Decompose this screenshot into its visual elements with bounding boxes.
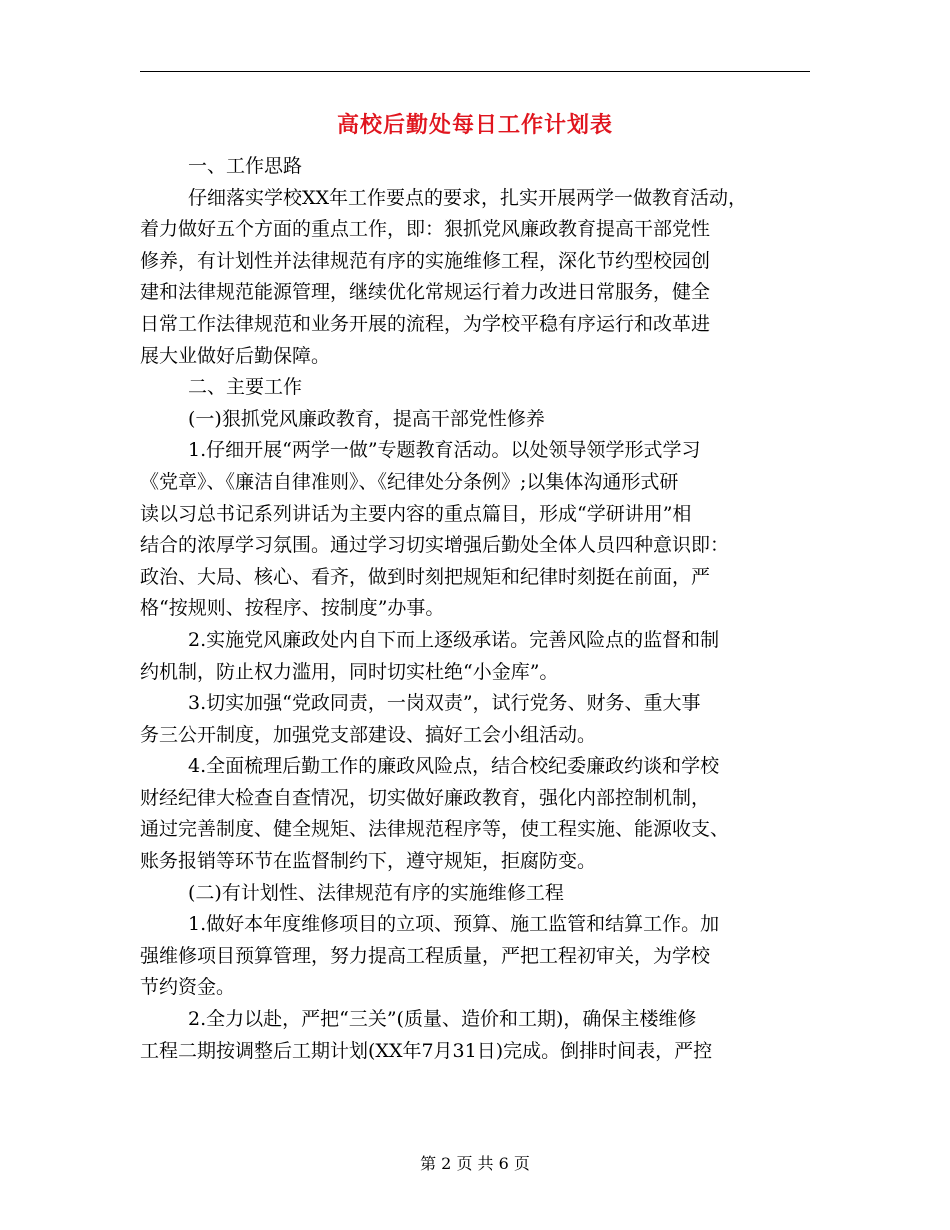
text-line: 《党章》、《廉洁自律准则》、《纪律处分条例》;以集体沟通形式研 [140,470,679,493]
document-body [140,151,815,1067]
text-line: 结合的浓厚学习氛围。通过学习切实增强后勤处全体人员四种意识即： [140,534,730,557]
text-line: (二)有计划性、法律规范有序的实施维修工程 [188,881,564,904]
text-line: 2.全力以赴，严把“三关”(质量、造价和工期)，确保主楼维修 [188,1008,697,1031]
text-line: 读以习总书记系列讲话为主要内容的重点篇目，形成“学研讲用”相 [140,502,692,525]
text-line: 强维修项目预算管理，努力提高工程质量，严把工程初审关，为学校 [140,944,711,967]
text-line: 务三公开制度，加强党支部建设、搞好工会小组活动。 [140,723,597,746]
text-line: 1.做好本年度维修项目的立项、预算、施工监管和结算工作。加 [188,913,720,936]
document-title: 高校后勤处每日工作计划表 [336,112,613,138]
text-line: 3.切实加强“党政同责，一岗双责”，试行党务、财务、重大事 [188,692,701,715]
text-line: 工程二期按调整后工期计划(XX年7月31日)完成。倒排时间表，严控 [140,1039,713,1062]
text-line: 建和法律规范能源管理，继续优化常规运行着力改进日常服务，健全 [140,281,711,304]
text-line: 账务报销等环节在监督制约下，遵守规矩，拒腐防变。 [140,850,597,873]
text-line: 1.仔细开展“两学一做”专题教育活动。以处领导领学形式学习 [188,439,701,462]
text-line: 一、工作思路 [188,155,303,177]
text-line: 4.全面梳理后勤工作的廉政风险点，结合校纪委廉政约谈和学校 [188,755,720,778]
text-line: 日常工作法律规范和业务开展的流程，为学校平稳有序运行和改革进 [140,312,711,335]
text-line: 约机制，防止权力滥用，同时切实杜绝“小金库”。 [140,660,559,683]
text-line: 2.实施党风廉政处内自下而上逐级承诺。完善风险点的监督和制 [188,628,720,651]
text-line: 政治、大局、核心、看齐，做到时刻把规矩和纪律时刻挺在前面，严 [140,565,711,588]
page-footer: 第 2 页 共 6 页 [420,1154,530,1173]
text-line: 格“按规则、按程序、按制度”办事。 [140,597,445,620]
text-line: 修养，有计划性并法律规范有序的实施维修工程，深化节约型校园创 [140,249,711,272]
text-line: 二、主要工作 [188,376,303,399]
text-line: 通过完善制度、健全规矩、法律规范程序等，使工程实施、能源收支、 [140,818,730,841]
text-line: 财经纪律大检查自查情况，切实做好廉政教育，强化内部控制机制， [140,786,711,809]
text-line: 着力做好五个方面的重点工作，即：狠抓党风廉政教育提高干部党性 [140,218,711,241]
text-line: 展大业做好后勤保障。 [140,344,331,367]
header-rule [140,71,810,72]
text-line: 节约资金。 [140,976,236,999]
text-line: (一)狠抓党风廉政教育，提高干部党性修养 [188,407,545,430]
text-line: 仔细落实学校XX年工作要点的要求，扎实开展两学一做教育活动， [188,186,748,209]
